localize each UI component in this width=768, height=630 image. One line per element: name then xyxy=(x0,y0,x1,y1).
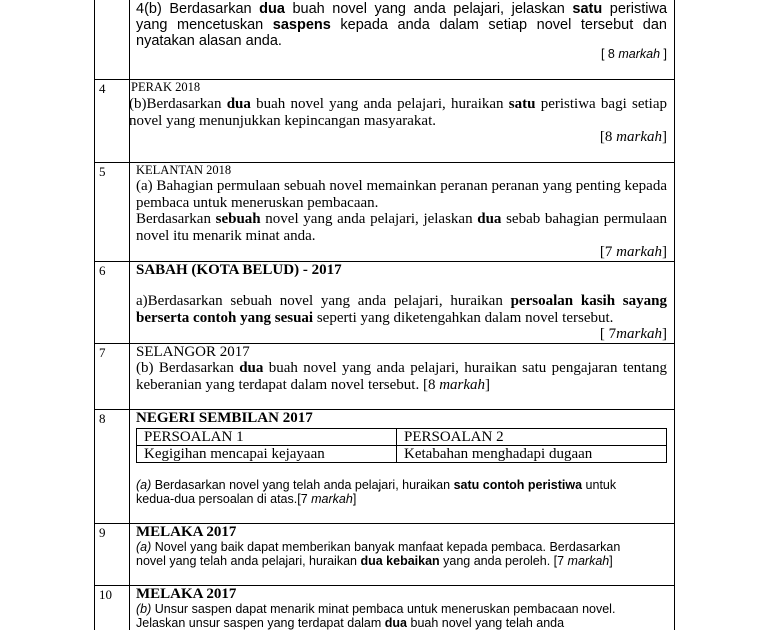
question-text: (a) Novel yang baik dapat memberikan banyak manfaat kepada pembaca. Berdasarkan novel yang telah anda pelajari, huraikan dua kebaikan yang anda peroleh. [7 markah] xyxy=(136,540,621,568)
section-heading: MELAKA 2017 xyxy=(136,586,237,602)
question-text: Berdasarkan sebuah novel yang anda pelajari, jelaskan dua sebab bahagian permulaan novel itu menarik minat anda. xyxy=(136,211,667,244)
marks-label: [ 8 markah ] xyxy=(600,47,667,61)
section-heading: KELANTAN 2018 xyxy=(136,163,232,177)
question-number: 4 xyxy=(99,81,106,96)
section-heading: SABAH (KOTA BELUD) - 2017 xyxy=(136,262,342,278)
persoalan-table xyxy=(136,428,667,463)
question-number: 6 xyxy=(99,263,106,278)
marks-label: [ 7markah] xyxy=(599,326,667,342)
question-number: 9 xyxy=(99,525,106,540)
section-heading: SELANGOR 2017 xyxy=(136,344,250,360)
question-number: 7 xyxy=(99,345,106,360)
question-text: (b)Berdasarkan dua buah novel yang anda pelajari, huraikan satu peristiwa bagi setiap novel yang menunjukkan kepincangan masyarakat. xyxy=(129,96,667,129)
marks-label: [8 markah] xyxy=(599,129,667,145)
question-text: (b) Unsur saspen dapat menarik minat pembaca untuk meneruskan pembacaan novel. Jelaskan unsur saspen yang terdapat dalam dua buah novel yang telah anda xyxy=(136,602,616,630)
question-text: a)Berdasarkan sebuah novel yang anda pelajari, huraikan persoalan kasih sayang berserta contoh yang sesuai seperti yang diketengahkan dalam novel tersebut. xyxy=(136,293,667,326)
table-column-divider xyxy=(129,0,130,630)
section-heading: NEGERI SEMBILAN 2017 xyxy=(136,410,313,426)
table-left-border xyxy=(94,0,95,630)
question-text: (a) Bahagian permulaan sebuah novel memainkan peranan peranan yang penting kepada pembaca untuk meneruskan pembacaan. xyxy=(136,178,667,211)
table-right-border xyxy=(674,0,675,630)
question-number: 10 xyxy=(99,587,112,602)
table-cell: Ketabahan menghadapi dugaan xyxy=(397,446,667,463)
question-number: 8 xyxy=(99,411,106,426)
question-text: 4(b) Berdasarkan dua buah novel yang anda pelajari, jelaskan satu peristiwa yang mencetuskan saspens kepada anda dalam setiap novel tersebut dan nyatakan alasan anda. xyxy=(136,1,668,49)
question-text: (b) Berdasarkan dua buah novel yang anda pelajari, huraikan satu pengajaran tentang keberanian yang terdapat dalam novel tersebut. [8 markah] xyxy=(136,360,667,393)
table-row xyxy=(137,429,667,446)
table-header-cell: PERSOALAN 1 xyxy=(137,429,397,446)
section-heading: PERAK 2018 xyxy=(131,80,201,94)
table-header-cell: PERSOALAN 2 xyxy=(397,429,667,446)
table-row xyxy=(137,446,667,463)
question-number: 5 xyxy=(99,164,106,179)
table-cell: Kegigihan mencapai kejayaan xyxy=(137,446,397,463)
marks-label: [7 markah] xyxy=(599,244,667,260)
section-heading: MELAKA 2017 xyxy=(136,524,237,540)
question-text: (a) Berdasarkan novel yang telah anda pelajari, huraikan satu contoh peristiwa untuk kedua-dua persoalan di atas.[7 markah] xyxy=(136,478,617,506)
